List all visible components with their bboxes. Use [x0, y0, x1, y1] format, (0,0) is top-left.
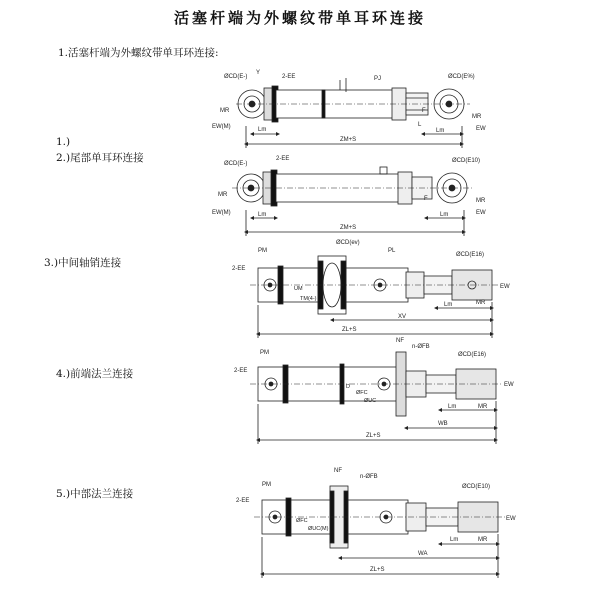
section-4-label: 4.)前端法兰连接	[56, 368, 134, 380]
d1-mr: MR	[472, 114, 482, 120]
d3-pm: PM	[258, 248, 267, 254]
d2-mr-left: MR	[218, 192, 228, 198]
d5-wa: WA	[418, 551, 428, 557]
d3-cd: ØCD(E16)	[456, 252, 485, 258]
d4-nf: NF	[396, 338, 404, 344]
d1-lm: Lm	[436, 128, 445, 134]
d3-pl: PL	[388, 248, 396, 254]
section-1b-label: 1.)	[56, 136, 71, 148]
d5-pm: PM	[262, 482, 271, 488]
d4-uc: ØUC	[364, 398, 377, 404]
d3-xv: XV	[398, 314, 407, 320]
d3-mr: MR	[476, 300, 486, 306]
d5-lm: Lm	[450, 537, 459, 543]
section-3-label: 3.)中间轴销连接	[44, 257, 122, 269]
d2-f: F	[424, 196, 428, 202]
d2-lm-left: Lm	[258, 212, 267, 218]
d4-wb: WB	[438, 421, 448, 427]
d4-fc: ØFC	[356, 390, 368, 396]
d2-zm: ZM+S	[340, 225, 357, 231]
page-title: 活塞杆端为外螺纹带单耳环连接	[173, 9, 426, 27]
d4-d: D	[346, 384, 350, 390]
d5-ee: 2-EE	[236, 498, 250, 504]
d3-tm: TM(4-)	[300, 296, 317, 302]
d2-ew: EW	[476, 210, 486, 216]
d1-zm: ZM+S	[340, 137, 357, 143]
d1-ew: EW	[476, 126, 486, 132]
d2-lm: Lm	[440, 212, 449, 218]
d2-ee: 2-EE	[276, 156, 290, 162]
d1-ee: 2-EE	[282, 74, 296, 80]
d1-mr-left: MR	[220, 108, 230, 114]
d4-cd: ØCD(E16)	[458, 352, 487, 358]
d4-zl: ZL+S	[366, 433, 381, 439]
d4-ee: 2-EE	[234, 368, 248, 374]
d3-um: UM	[294, 286, 303, 292]
drawing-5-cylinder	[254, 486, 506, 578]
d1-ew-left: EW(M)	[212, 124, 231, 130]
d3-zl: ZL+S	[342, 327, 357, 333]
d1-pj: PJ	[374, 76, 382, 82]
section-5-label: 5.)中部法兰连接	[56, 488, 134, 500]
section-1-label: 1.活塞杆端为外螺纹带单耳环连接:	[58, 47, 219, 59]
d5-zl: ZL+S	[370, 567, 385, 573]
d4-pm: PM	[260, 350, 269, 356]
d5-ew: EW	[506, 516, 516, 522]
d4-mr: MR	[478, 404, 488, 410]
d1-l: L	[418, 122, 422, 128]
d2-cd-left: ØCD(E-)	[224, 161, 248, 167]
d5-nf: NF	[334, 468, 342, 474]
section-2-label: 2.)尾部单耳环连接	[56, 152, 144, 164]
d4-fb: n-ØFB	[412, 344, 430, 350]
d3-lm: Lm	[444, 302, 453, 308]
d2-cd-right: ØCD(E10)	[452, 158, 481, 164]
d5-fb: n-ØFB	[360, 474, 378, 480]
d5-cd: ØCD(E10)	[462, 484, 491, 490]
d3-ew: EW	[500, 284, 510, 290]
d5-mr: MR	[478, 537, 488, 543]
d4-lm: Lm	[448, 404, 457, 410]
d2-mr: MR	[476, 198, 486, 204]
d5-uc: ØUC(M)	[308, 526, 329, 532]
d3-ee: 2-EE	[232, 266, 246, 272]
d1-cd-right: ØCD(E%)	[448, 74, 475, 80]
d1-lm-left: Lm	[258, 127, 267, 133]
d2-ew-left: EW(M)	[212, 210, 231, 216]
drawing-3-cylinder	[250, 256, 500, 338]
d3-cdev: ØCD(ev)	[336, 240, 360, 246]
d4-ew: EW	[504, 382, 514, 388]
d1-f: F	[422, 108, 426, 114]
d5-fc: ØFC	[296, 518, 308, 524]
d1-y: Y	[256, 70, 261, 76]
d1-cd-left: ØCD(E-)	[224, 74, 248, 80]
